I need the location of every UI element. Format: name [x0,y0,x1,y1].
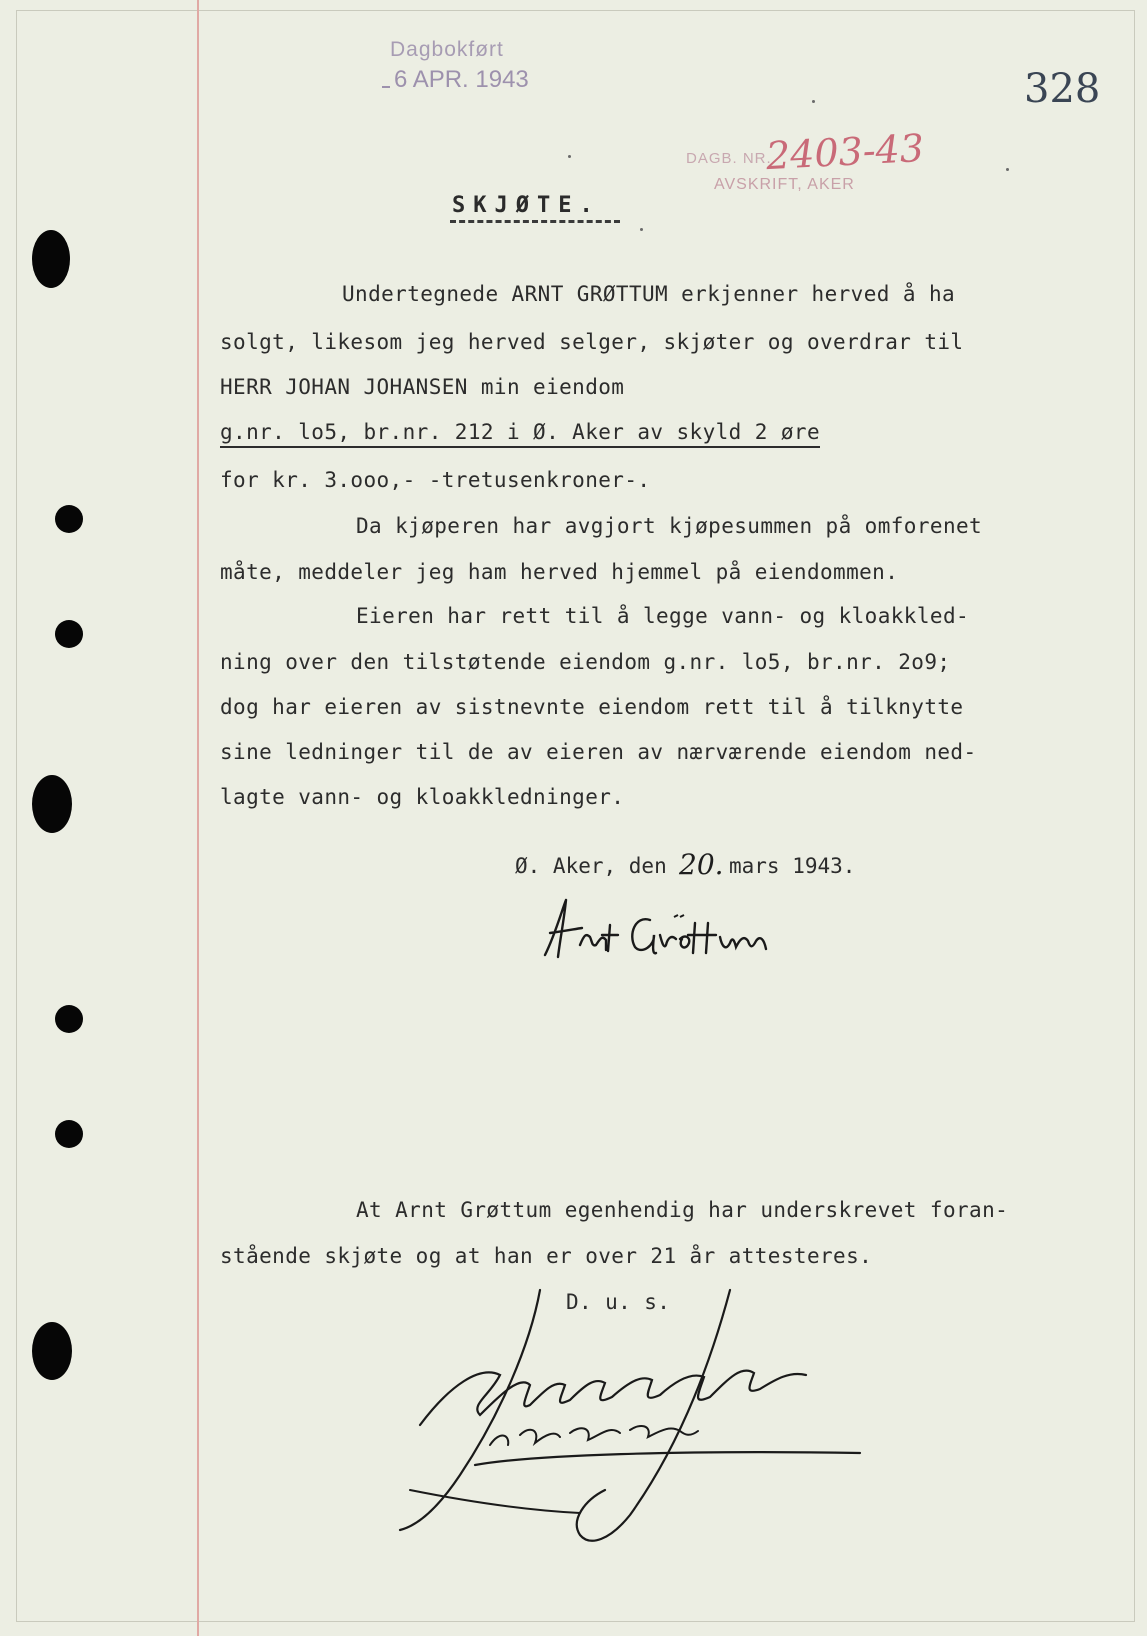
paper-speck [568,155,571,158]
document-title: SKJØTE. [452,193,601,218]
attestation-closing: D. u. s. [566,1290,671,1314]
body-line: for kr. 3.ooo,- -tretusenkroner-. [220,468,651,492]
seller-signature [540,895,810,975]
dateline-handwritten-day: 20. [679,848,724,881]
margin-rule [197,0,199,1636]
binder-hole [32,775,72,833]
handwritten-record-number: 2403-43 [764,125,925,179]
paper-speck [1006,168,1009,171]
attestation-line: stående skjøte og at han er over 21 år attesteres. [220,1244,873,1268]
body-line: lagte vann- og kloakkledninger. [220,785,625,809]
witness-signature [380,1285,900,1555]
body-line: Da kjøperen har avgjort kjøpesummen på omforenet [356,514,983,538]
page-number: 328 [1024,66,1101,112]
body-line: ning over den tilstøtende eiendom g.nr. lo5, br.nr. 2o9; [220,650,951,674]
binder-hole [32,1322,72,1380]
property-reference-line: g.nr. lo5, br.nr. 212 i Ø. Aker av skyld 2 øre [220,420,820,448]
dateline-month-year: mars 1943. [729,854,856,878]
copy-stamp: AVSKRIFT, AKER [714,176,855,193]
body-line: Eieren har rett til å legge vann- og kloakkled- [356,604,970,628]
binder-hole [55,620,83,648]
body-line: Undertegnede ARNT GRØTTUM erkjenner herved å ha [342,282,956,306]
dateline-place: Ø. Aker, den [515,854,667,878]
binder-hole [32,230,70,288]
registered-stamp-date: 6 APR. 1943 [394,66,529,93]
paper-speck [812,100,815,103]
body-line: dog har eieren av sistnevnte eiendom rett til å tilknytte [220,695,964,719]
attestation-line: At Arnt Grøttum egenhendig har underskrevet foran- [356,1198,1009,1222]
body-line: måte, meddeler jeg ham herved hjemmel på eiendommen. [220,560,899,584]
body-line: HERR JOHAN JOHANSEN min eiendom [220,375,625,399]
binder-hole [55,1005,83,1033]
body-line: sine ledninger til de av eieren av nærværende eiendom ned- [220,740,977,764]
binder-hole [55,1120,83,1148]
dagb-stamp-prefix: DAGB. NR. [686,150,772,167]
registered-stamp-label: Dagbokført [390,38,504,61]
title-underline [450,220,620,223]
paper-speck [640,228,643,231]
binder-hole [55,505,83,533]
body-line: solgt, likesom jeg herved selger, skjøter og overdrar til [220,330,964,354]
